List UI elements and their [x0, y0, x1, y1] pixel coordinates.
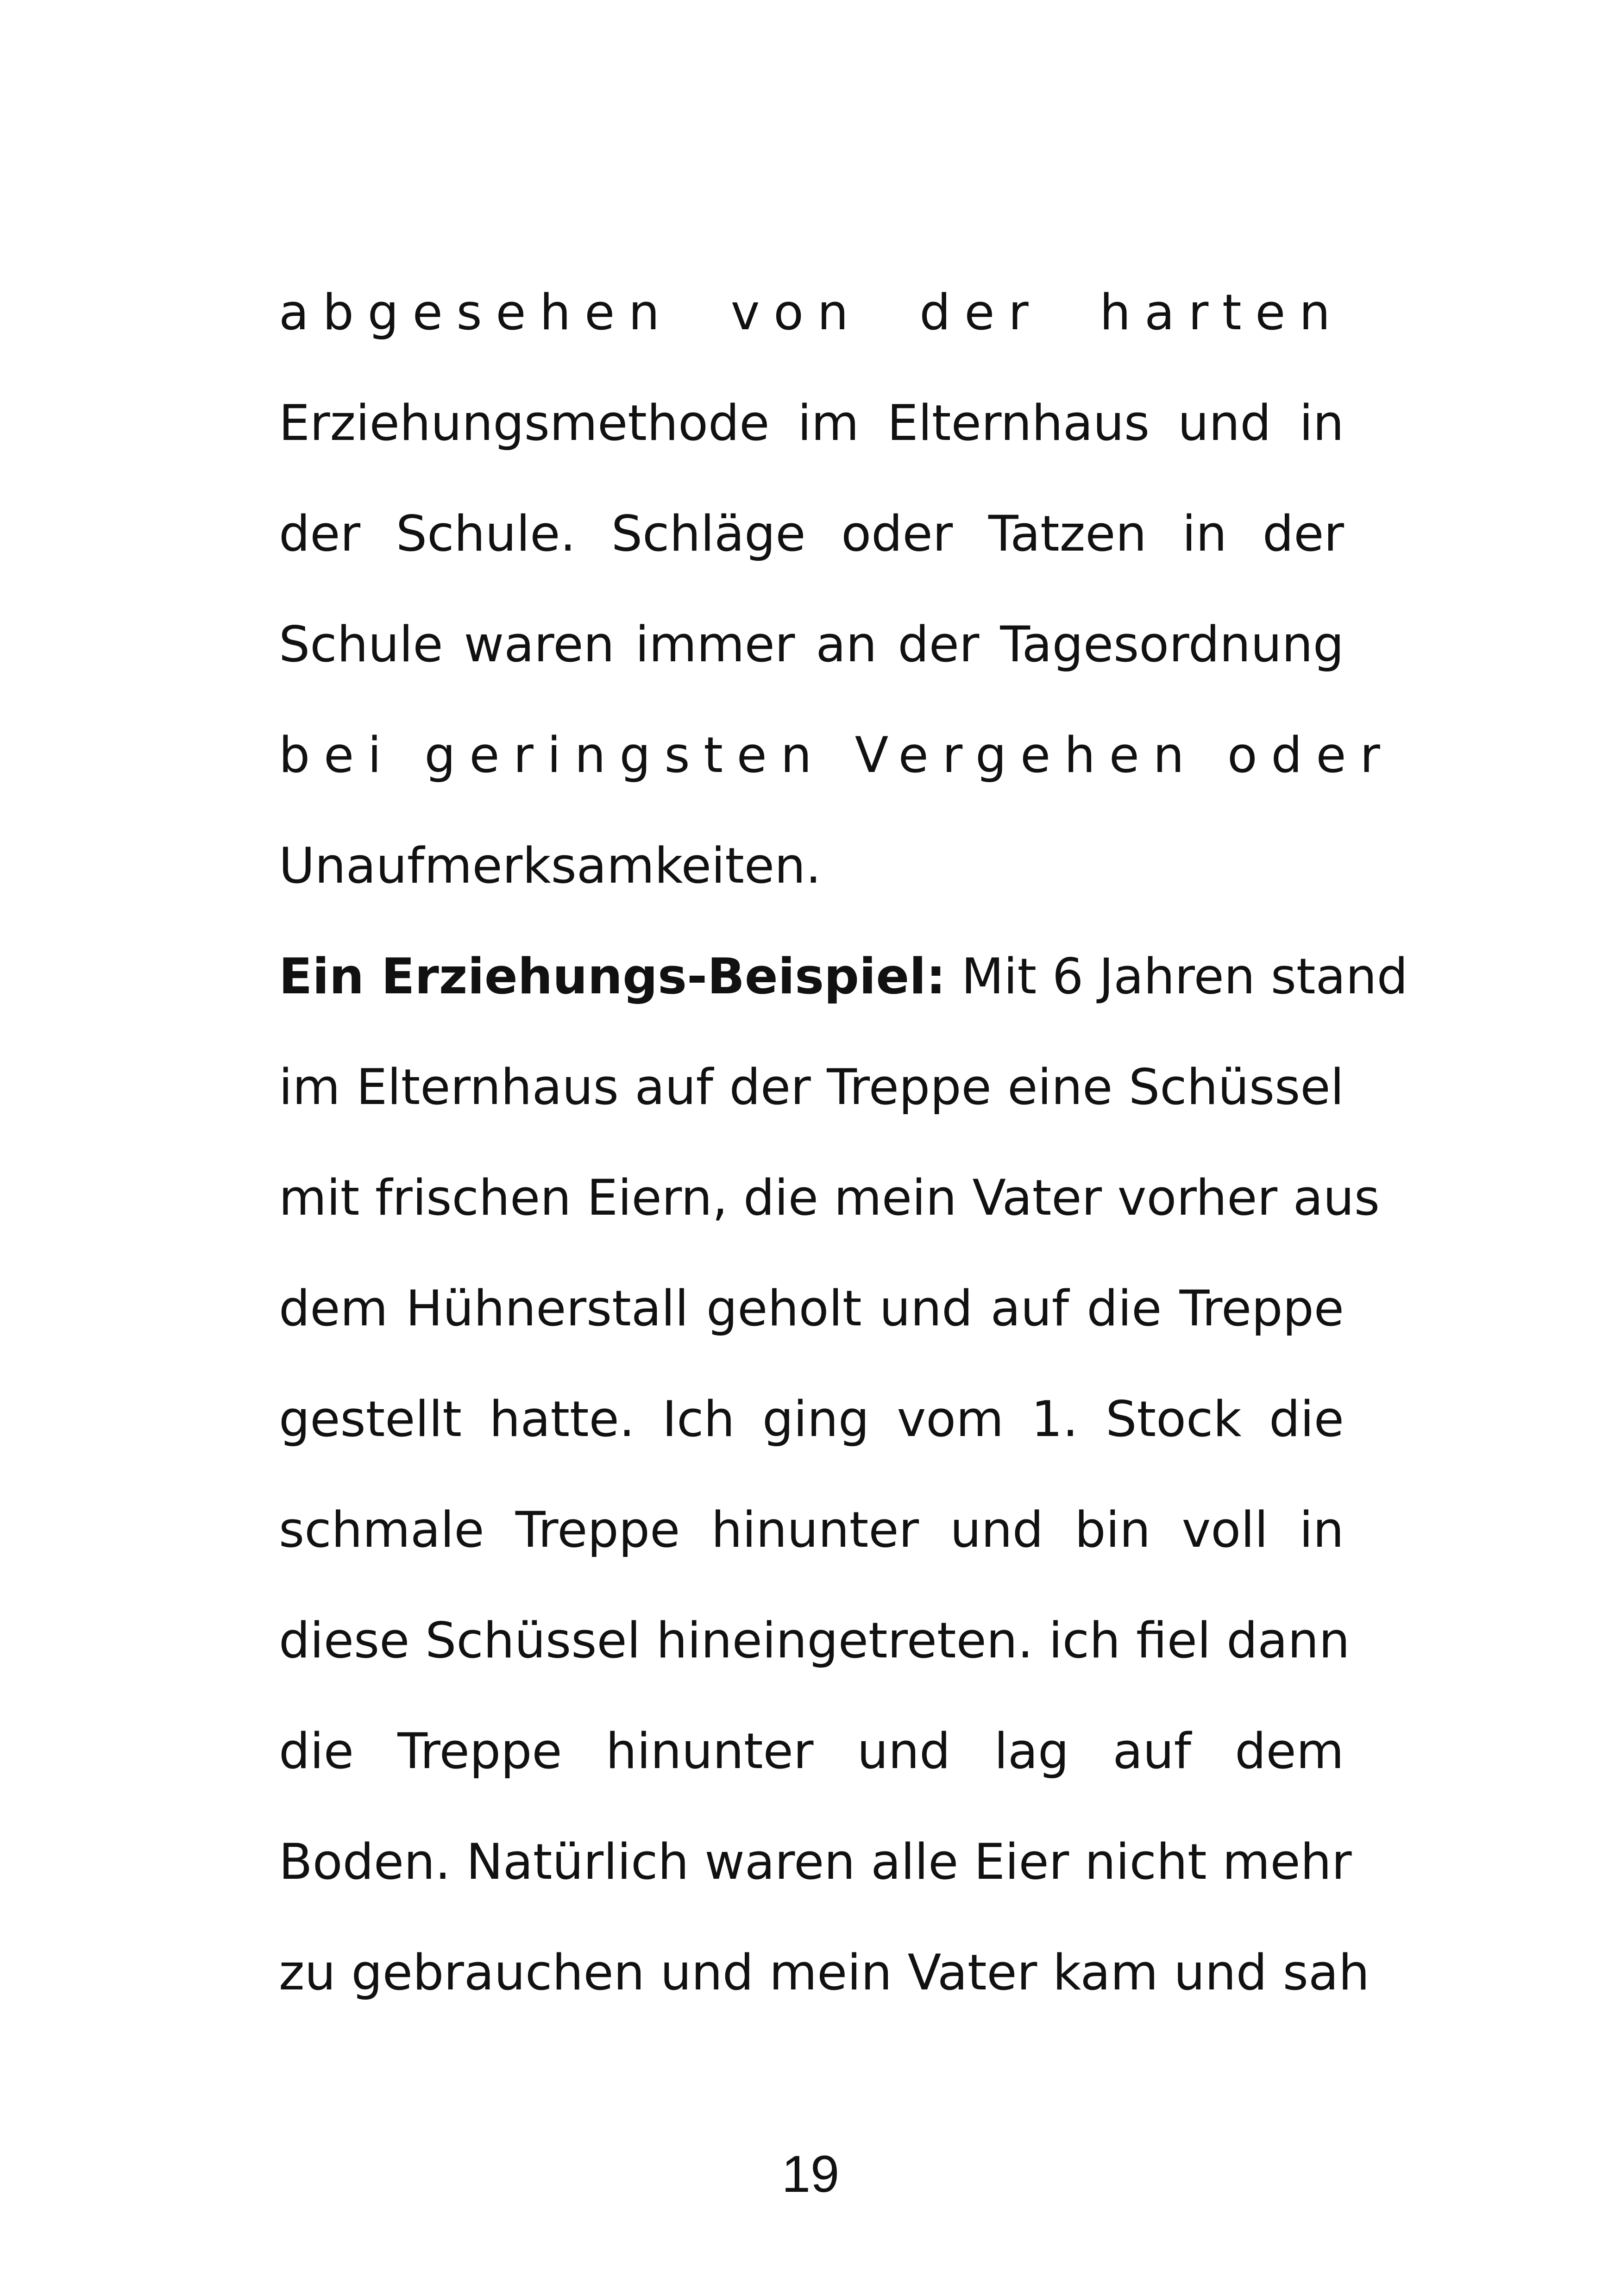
text-line: mit frischen Eiern, die mein Vater vorher aus: [279, 1169, 1380, 1226]
example-heading: Ein Erziehungs-Beispiel:: [279, 948, 946, 1005]
body-text: [279, 266, 1408, 2037]
lead-text: Mit 6 Jahren stand: [946, 948, 1408, 1005]
paragraph-2: [279, 930, 1408, 2037]
text-line: der Schule. Schläge oder Tatzen in der: [279, 505, 1344, 562]
text-line: Boden. Natürlich waren alle Eier nicht mehr: [279, 1833, 1352, 1890]
text-line: zu gebrauchen und mein Vater kam und sah: [279, 1944, 1370, 2001]
text-line: die Treppe hinunter und lag auf dem: [279, 1723, 1344, 1780]
text-line: Erziehungsmethode im Elternhaus und in: [279, 395, 1344, 452]
text-line-lead: [279, 930, 1408, 1041]
paragraph-1: [279, 266, 1394, 930]
text-line: Unaufmerksamkeiten.: [279, 837, 822, 894]
text-line: im Elternhaus auf der Treppe eine Schüssel: [279, 1059, 1344, 1116]
text-line: bei geringsten Vergehen oder: [279, 727, 1394, 784]
text-line: diese Schüssel hineingetreten. ich fiel dann: [279, 1612, 1350, 1669]
page-number: 19: [781, 2145, 840, 2203]
text-line: gestellt hatte. Ich ging vom 1. Stock die: [279, 1391, 1344, 1448]
text-line: dem Hühnerstall geholt und auf die Treppe: [279, 1280, 1344, 1337]
text-line: schmale Treppe hinunter und bin voll in: [279, 1501, 1344, 1558]
text-line: Schule waren immer an der Tagesordnung: [279, 616, 1344, 673]
text-line: abgesehen von der harten: [279, 284, 1344, 341]
